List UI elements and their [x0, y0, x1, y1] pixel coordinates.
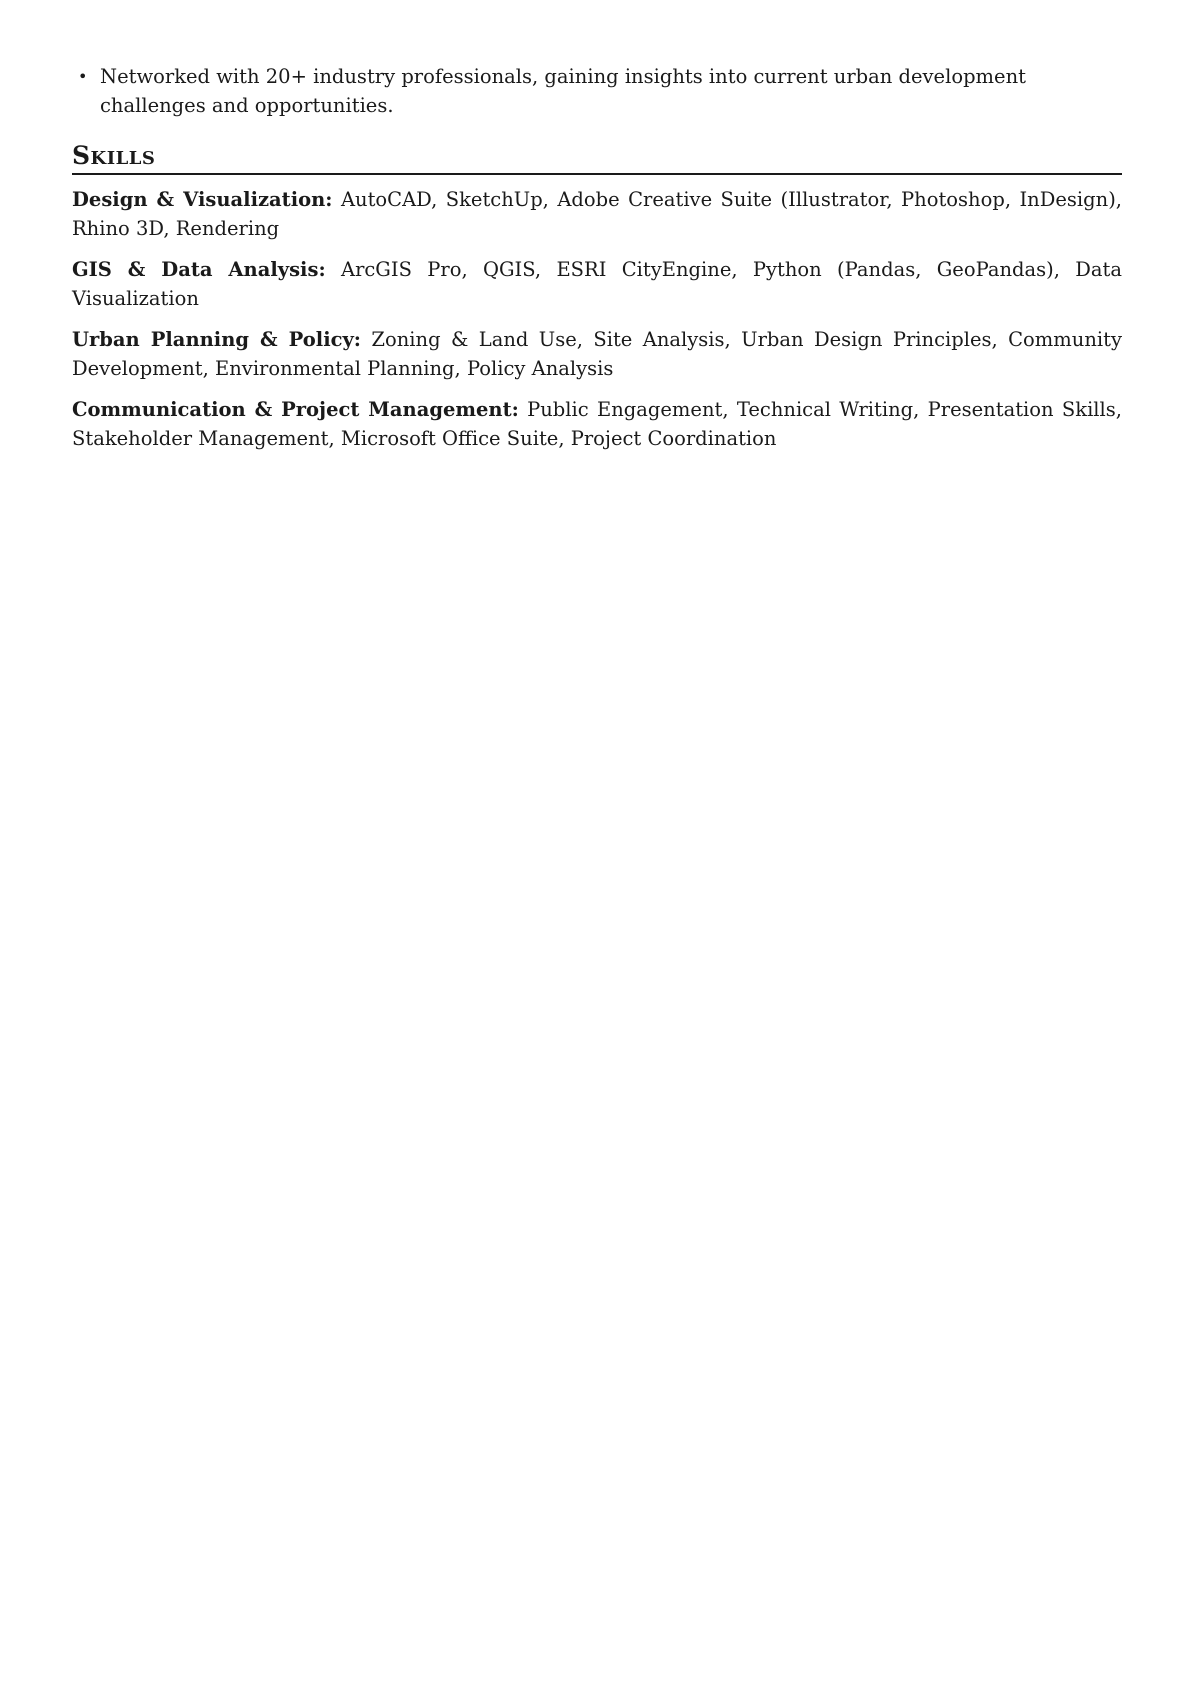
bullet-text: Networked with 20+ industry professionals, gaining insights into current urban development challenges and opportunities. — [100, 65, 1026, 117]
section-heading-skills: Skills — [72, 141, 1122, 175]
skill-row-design — [72, 185, 1122, 243]
experience-bullet-list — [72, 62, 1122, 120]
list-item — [72, 62, 1122, 120]
skill-label: Urban Planning & Policy: — [72, 328, 361, 351]
skill-row-planning — [72, 325, 1122, 383]
skill-value: AutoCAD, SketchUp, Adobe Creative Suite (Illustrator, Photoshop, InDesign), Rhino 3D, Rendering — [72, 188, 1122, 240]
skill-label: Design & Visualization: — [72, 188, 333, 211]
skills-list — [72, 185, 1122, 453]
bullet-icon: • — [78, 67, 88, 86]
skill-label: GIS & Data Analysis: — [72, 258, 326, 281]
resume-page — [72, 62, 1122, 465]
skill-row-communication — [72, 395, 1122, 453]
skill-label: Communication & Project Management: — [72, 398, 519, 421]
skill-row-gis — [72, 255, 1122, 313]
skill-value: Public Engagement, Technical Writing, Presentation Skills, Stakeholder Management, Microsoft Office Suite, Project Coordination — [72, 398, 1122, 450]
skill-value: ArcGIS Pro, QGIS, ESRI CityEngine, Python (Pandas, GeoPandas), Data Visualization — [72, 258, 1122, 310]
skill-value: Zoning & Land Use, Site Analysis, Urban Design Principles, Community Development, Environmental Planning, Policy Analysis — [72, 328, 1122, 380]
